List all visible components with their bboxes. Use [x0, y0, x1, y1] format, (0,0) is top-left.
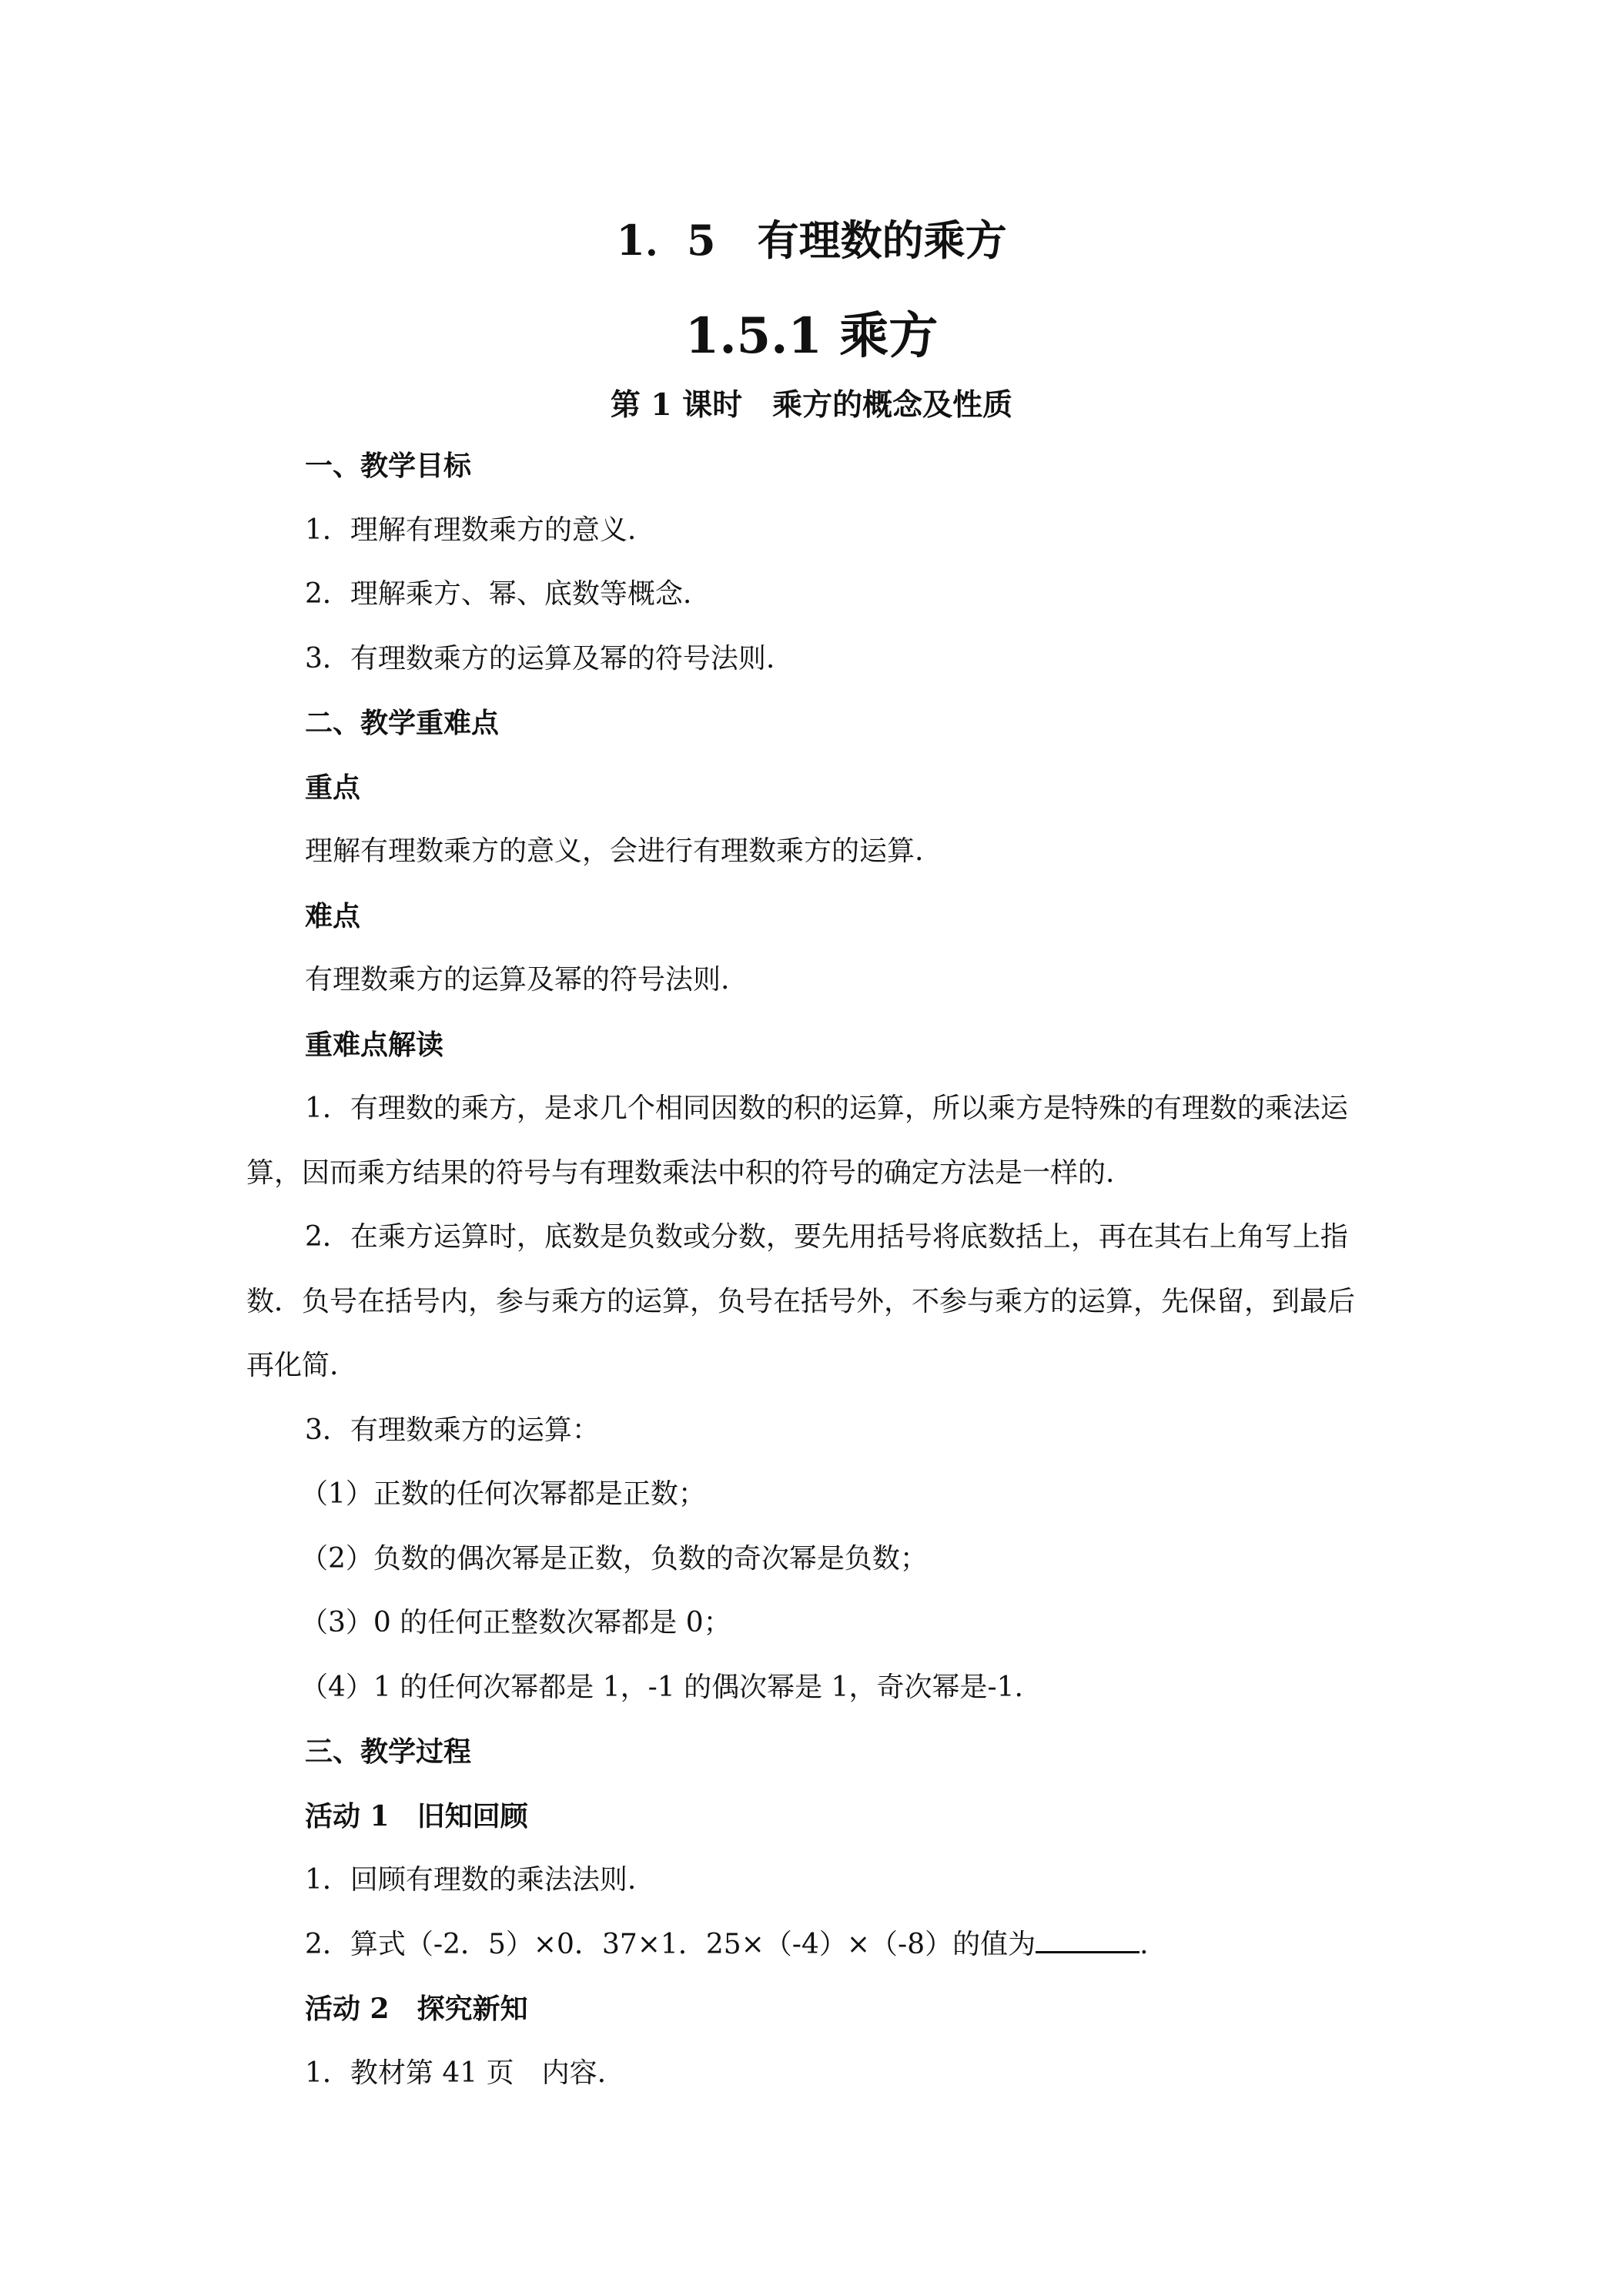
- lesson-title: 第 1 课时 乘方的概念及性质: [610, 387, 1013, 423]
- key-difficult-heading: 二、教学重难点: [305, 707, 500, 739]
- interpretation-p3-intro: 3．有理数乘方的运算：: [305, 1414, 600, 1446]
- interpretation-p2-line1: 2．在乘方运算时，底数是负数或分数，要先用括号将底数括上，再在其右上角写上指: [305, 1221, 1348, 1253]
- activity-1-item-1: 1．回顾有理数的乘法法则.: [305, 1864, 637, 1896]
- rule-item-3: （3）0 的任何正整数次幂都是 0；: [300, 1607, 731, 1638]
- activity-1-item-2-text: 2．算式（-2．5）×0．37×1．25×（-4）×（-8）的值为: [305, 1929, 1036, 1960]
- rule-item-2: （2）负数的偶次幂是正数，负数的奇次幂是负数；: [300, 1543, 928, 1575]
- objectives-heading: 一、教学目标: [305, 450, 472, 482]
- activity-1-item-2: [305, 1928, 1149, 1962]
- rule-item-1: （1）正数的任何次幂都是正数；: [300, 1478, 706, 1510]
- activity-1-item-2-end: .: [1139, 1929, 1149, 1960]
- difficult-point-label: 难点: [305, 900, 361, 932]
- activity-2-item-1: 1．教材第 41 页 内容.: [305, 2057, 607, 2089]
- key-point-text: 理解有理数乘方的意义，会进行有理数乘方的运算.: [305, 835, 924, 867]
- interpretation-p2-line3: 再化简.: [246, 1350, 339, 1381]
- interpretation-p2-line2: 数．负号在括号内，参与乘方的运算，负号在括号外，不参与乘方的运算，先保留，到最后: [246, 1286, 1356, 1317]
- interpretation-label: 重难点解读: [305, 1029, 444, 1061]
- process-heading: 三、教学过程: [305, 1735, 472, 1768]
- section-title: 1.5.1 乘方: [684, 307, 939, 365]
- activity-1-label: 活动 1 旧知回顾: [305, 1800, 528, 1832]
- interpretation-p1-line1: 1．有理数的乘方，是求几个相同因数的积的运算，所以乘方是特殊的有理数的乘法运: [305, 1093, 1348, 1124]
- difficult-point-text: 有理数乘方的运算及幂的符号法则.: [305, 964, 730, 996]
- chapter-title: 1．5 有理数的乘方: [616, 216, 1007, 265]
- key-point-label: 重点: [305, 771, 361, 804]
- activity-2-label: 活动 2 探究新知: [305, 1993, 528, 2025]
- rule-item-4: （4）1 的任何次幂都是 1，-1 的偶次幂是 1，奇次幂是-1.: [300, 1672, 1023, 1703]
- objective-item-3: 3．有理数乘方的运算及幂的符号法则.: [305, 643, 775, 674]
- objective-item-2: 2．理解乘方、幂、底数等概念.: [305, 578, 692, 610]
- answer-blank: [1036, 1928, 1139, 1953]
- interpretation-p1-line2: 算，因而乘方结果的符号与有理数乘法中积的符号的确定方法是一样的.: [246, 1157, 1115, 1189]
- objective-item-1: 1．理解有理数乘方的意义.: [305, 514, 637, 546]
